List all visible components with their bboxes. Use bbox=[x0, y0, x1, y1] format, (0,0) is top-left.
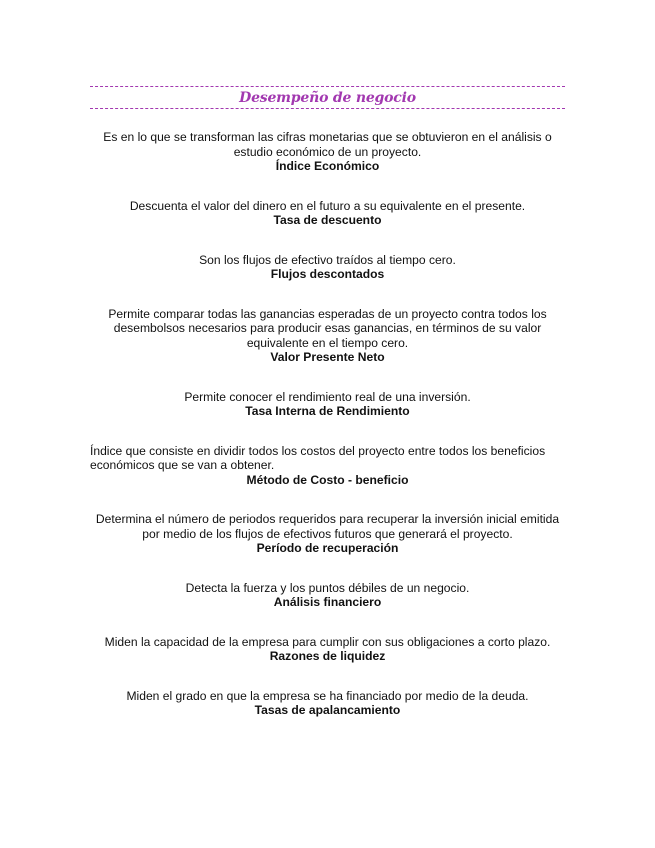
definition-term: Tasa Interna de Rendimiento bbox=[245, 404, 410, 418]
definitions-list bbox=[90, 130, 565, 743]
definition-entry bbox=[90, 199, 565, 228]
definition-term: Tasas de apalancamiento bbox=[254, 703, 401, 717]
definition-description: Es en lo que se transforman las cifras monetarias que se obtuvieron en el análisis o estudio económico de un proyecto. bbox=[103, 130, 552, 159]
definition-entry bbox=[90, 253, 565, 282]
definition-term: Valor Presente Neto bbox=[270, 350, 385, 364]
definition-description: Índice que consiste en dividir todos los costos del proyecto entre todos los beneficios económicos que se van a obtener. bbox=[90, 443, 546, 472]
definition-description: Miden el grado en que la empresa se ha financiado por medio de la deuda. bbox=[126, 688, 529, 703]
definition-description: Permite comparar todas las ganancias esperadas de un proyecto contra todos los desembolsos necesarios para producir esas ganancias, en términos de su valor equivalente en el tiempo cero. bbox=[108, 306, 547, 350]
top-dotted-rule bbox=[90, 86, 565, 87]
definition-description: Detecta la fuerza y los puntos débiles de un negocio. bbox=[185, 580, 470, 595]
definition-entry bbox=[90, 130, 565, 174]
definition-entry bbox=[90, 444, 565, 488]
bottom-dotted-rule bbox=[90, 108, 565, 109]
definition-term: Análisis financiero bbox=[273, 595, 382, 609]
definition-description: Son los flujos de efectivo traídos al tiempo cero. bbox=[199, 252, 456, 267]
document-page bbox=[90, 86, 565, 717]
definition-description: Descuenta el valor del dinero en el futuro a su equivalente en el presente. bbox=[129, 198, 526, 213]
definition-term: Período de recuperación bbox=[256, 541, 399, 555]
definition-description: Permite conocer el rendimiento real de una inversión. bbox=[184, 389, 471, 404]
definition-entry bbox=[90, 635, 565, 664]
title-block bbox=[90, 86, 565, 112]
definition-description: Miden la capacidad de la empresa para cumplir con sus obligaciones a corto plazo. bbox=[104, 634, 551, 649]
definition-entry bbox=[90, 689, 565, 718]
definition-description: Determina el número de periodos requeridos para recuperar la inversión inicial emitida por medio de los flujos de efectivos futuros que generará el proyecto. bbox=[95, 512, 560, 541]
definition-entry bbox=[90, 512, 565, 556]
definition-term: Razones de liquidez bbox=[269, 649, 386, 663]
definition-term: Tasa de descuento bbox=[273, 213, 382, 227]
definition-entry bbox=[90, 307, 565, 365]
page-title: Desempeño de negocio bbox=[239, 90, 416, 106]
definition-term: Índice Económico bbox=[275, 159, 380, 173]
definition-term: Método de Costo - beneficio bbox=[246, 472, 409, 487]
definition-term: Flujos descontados bbox=[270, 267, 385, 281]
definition-entry bbox=[90, 581, 565, 610]
definition-entry bbox=[90, 390, 565, 419]
